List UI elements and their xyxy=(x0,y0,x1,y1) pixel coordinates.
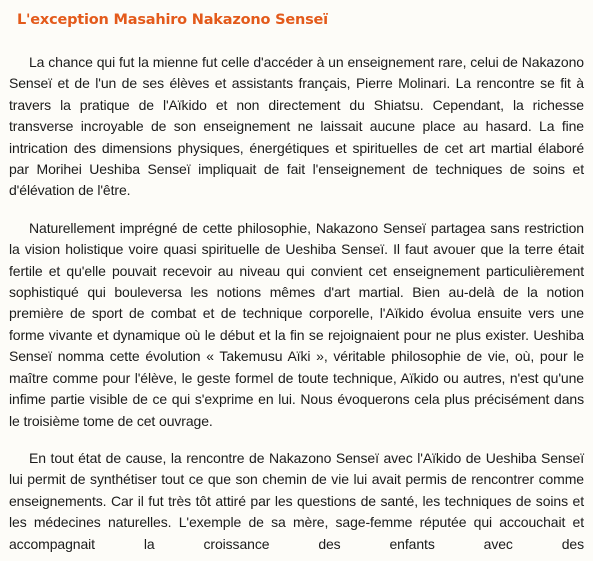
section-title: L'exception Masahiro Nakazono Senseï xyxy=(17,12,328,28)
paragraph-3: En tout état de cause, la rencontre de Nakazono Senseï avec l'Aïkido de Ueshiba Senseï lui permit de synthétiser tout ce que son chemin de vie lui avait permis de rencontrer comme enseignements. Car il fut très tôt attiré par les questions de santé, les techniques de soins et les médecines naturelles. L'exemple de sa mère, sage-femme réputée qui accouchait et accompagnait la croissance des enfants avec des xyxy=(9,449,584,552)
paragraph-2: Naturellement imprégné de cette philosophie, Nakazono Senseï partagea sans restriction la vision holistique voire quasi spirituelle de Ueshiba Senseï. Il faut avouer que la terre était fertile et qu'elle pouvait recevoir au niveau qui convient cet enseignement particulièrement sophistiqué qui bouleversa les notions mêmes d'art martial. Bien au-delà de la notion première de sport de combat et de technique corporelle, l'Aïkido évolua ensuite vers une forme vivante et dynamique où le début et la fin se rejoignaient pour ne plus exister. Ueshiba Senseï nomma cette évolution « Takemusu Aïki », véritable philosophie de vie, où, pour le maître comme pour l'élève, le geste formel de toute technique, Aïkido ou autres, n'est qu'une infime partie visible de ce qui s'exprime en lui. Nous évoquerons cela plus précisément dans le troisième tome de cet ouvrage. xyxy=(9,219,584,429)
paragraph-1: La chance qui fut la mienne fut celle d'accéder à un enseignement rare, celui de Nakazono Senseï et de l'un de ses élèves et assistants français, Pierre Molinari. La rencontre se fit à travers la pratique de l'Aïkido et non directement du Shiatsu. Cependant, la richesse transverse incroyable de son enseignement ne laissait aucune place au hasard. La fine intrication des dimensions physiques, énergétiques et spirituelles de cet art martial élaboré par Morihei Ueshiba Senseï impliquait de fait l'enseignement de techniques de soins et d'élévation de l'être. xyxy=(9,54,584,199)
